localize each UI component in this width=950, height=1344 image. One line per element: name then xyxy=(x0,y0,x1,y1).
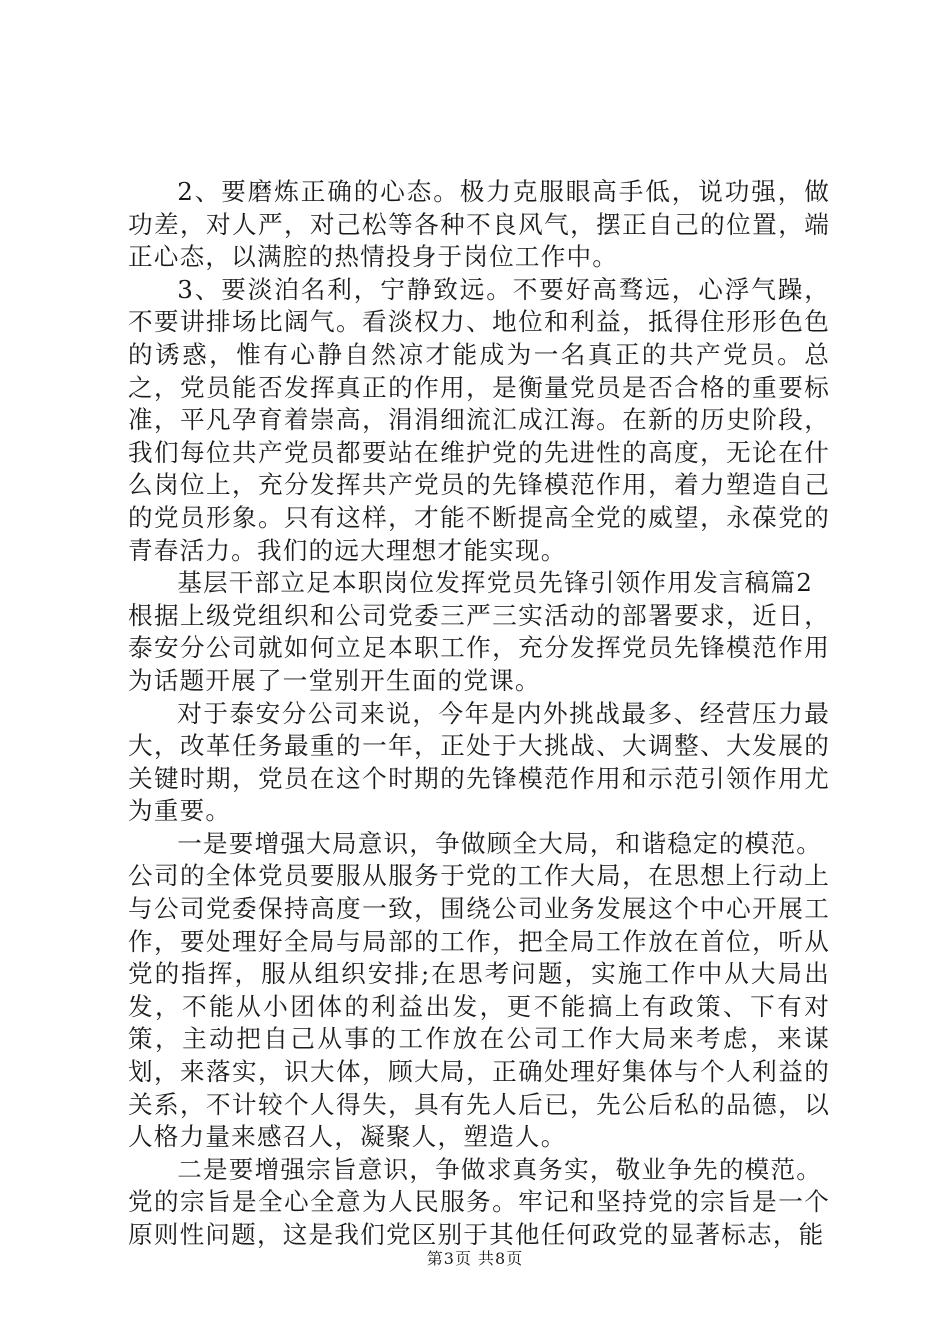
document-body xyxy=(128,176,830,1252)
section-heading: 基层干部立足本职岗位发挥党员先锋引领作用发言稿篇2 xyxy=(177,568,814,598)
page-footer: 第3页 共8页 xyxy=(426,1249,524,1268)
paragraph-context: 对于泰安分公司来说，今年是内外挑战最多、经营压力最大，改革任务最重的一年，正处于大挑战、大调整、大发展的关键时期，党员在这个时期的先锋模范作用和示范引领作用尤为重要。 xyxy=(128,698,830,826)
paragraph-point-one: 一是要增强大局意识，争做顾全大局，和谐稳定的模范。 xyxy=(177,828,823,858)
paragraph-point-two-body: 党的宗旨是全心全意为人民服务。牢记和坚持党的宗旨是一个原则性问题，这是我们党区别于其他任何政党的显著标志，能 xyxy=(128,1187,830,1249)
paragraph-point-one-body: 公司的全体党员要服从服务于党的工作大局，在思想上行动上与公司党委保持高度一致，围绕公司业务发展这个中心开展工作，要处理好全局与局部的工作，把全局工作放在首位，听从党的指挥，服从组织安排;在思考问题，实施工作中从大局出发，不能从小团体的利益出发，更不能搞上有政策、下有对策，主动把自己从事的工作放在公司工作大局来考虑，来谋划，来落实，识大体，顾大局，正确处理好集体与个人利益的关系，不计较个人得失，具有先人后已，先公后私的品德，以人格力量来感召人，凝聚人，塑造人。 xyxy=(128,861,830,1152)
paragraph-fame: 3、要淡泊名利，宁静致远。不要好高骛远，心浮气躁，不要讲排场比阔气。看淡权力、地位和利益，抵得住形形色色的诱惑，惟有心静自然凉才能成为一名真正的共产党员。总之，党员能否发挥真正的作用，是衡量党员是否合格的重要标准，平凡孕育着崇高，涓涓细流汇成江海。在新的历史阶段，我们每位共产党员都要站在维护党的先进性的高度，无论在什么岗位上，充分发挥共产党员的先锋模范作用，着力塑造自己的党员形象。只有这样，才能不断提高全党的威望，永葆党的青春活力。我们的远大理想才能实现。 xyxy=(128,274,830,565)
paragraph-point-two: 二是要增强宗旨意识，争做求真务实，敬业争先的模范。 xyxy=(177,1154,823,1184)
paragraph-attitude: 2、要磨炼正确的心态。极力克服眼高手低，说功强，做功差，对人严，对己松等各种不良风气，摆正自己的位置，端正心态，以满腔的热情投身于岗位工作中。 xyxy=(128,177,830,272)
paragraph-intro: 根据上级党组织和公司党委三严三实活动的部署要求，近日，泰安分公司就如何立足本职工作，充分发挥党员先锋模范作用为话题开展了一堂别开生面的党课。 xyxy=(128,600,830,695)
